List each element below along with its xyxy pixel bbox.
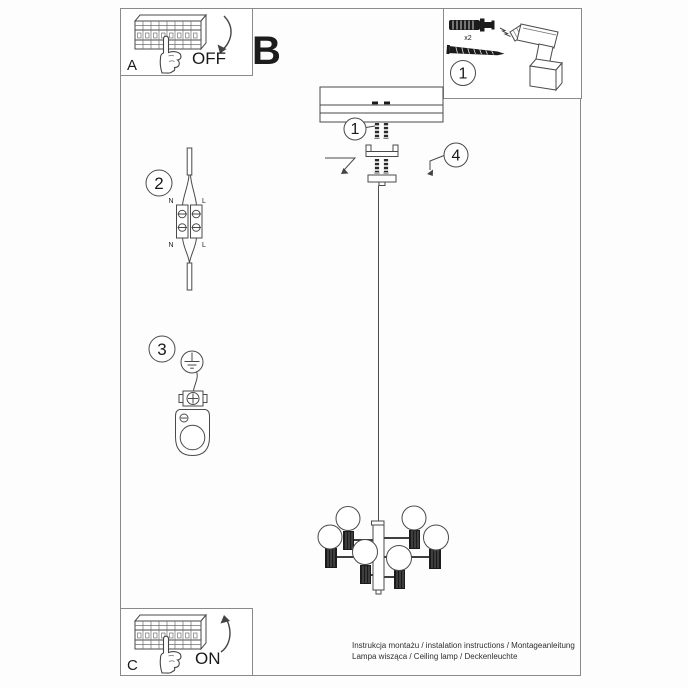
box-c-label: C (127, 657, 138, 674)
step-2-badge (146, 170, 172, 196)
ground-wire (194, 372, 198, 391)
canopy-illustration (368, 175, 396, 186)
label-n-bottom: N (168, 242, 174, 249)
box-a-label: A (127, 57, 138, 74)
on-state-label: ON (195, 649, 221, 668)
screw-icon (446, 45, 504, 58)
breaker-on-box (120, 608, 253, 676)
wire-n-top (183, 175, 190, 205)
breaker-on-illustration (121, 609, 252, 675)
step-4-number: 4 (451, 147, 461, 165)
ceiling-illustration (320, 87, 443, 122)
section-b-label: B (252, 29, 281, 73)
wire-l-top (191, 175, 197, 205)
footer-line-1: Instrukcja montażu / instalation instructions / Montageanleitung (352, 641, 575, 650)
anchor-quantity-label: x2 (464, 35, 472, 42)
label-l-top: L (202, 198, 206, 205)
breaker-off-illustration (121, 9, 252, 75)
breaker-panel-icon (135, 15, 206, 49)
ceiling-screws (375, 123, 389, 138)
label-n-top: N (168, 198, 174, 205)
ground-symbol-icon (181, 351, 203, 373)
wire-n-bottom (183, 238, 190, 263)
arrow-up-icon (221, 615, 231, 652)
off-state-label: OFF (192, 49, 226, 68)
step-2-number: 2 (154, 174, 164, 193)
wiring-diagram (140, 145, 250, 295)
footer-line-2: Lampa wisząca / Ceiling lamp / Deckenleuchte (352, 651, 518, 661)
grounding-diagram (145, 333, 235, 463)
step-1-number: 1 (350, 121, 360, 138)
label-l-bottom: L (202, 242, 206, 249)
mounting-bracket-illustration (366, 145, 398, 173)
breaker-off-box (120, 8, 253, 76)
supply-cable-top (187, 148, 192, 175)
pendant-lamp-illustration (318, 506, 449, 594)
arrow-down-icon (218, 16, 232, 54)
breaker-panel-icon (135, 615, 206, 649)
wire-l-bottom (190, 238, 197, 263)
step-1-number: 1 (458, 65, 468, 83)
lamp-cable-bottom (187, 263, 192, 290)
ground-bracket-illustration (176, 410, 210, 456)
ground-terminal-illustration (179, 391, 207, 406)
footer (352, 641, 578, 662)
wall-anchor-icon (449, 19, 495, 32)
step-3-number: 3 (157, 340, 167, 359)
terminal-block-illustration (177, 205, 203, 238)
step-3-badge (149, 336, 175, 362)
installation-diagram (300, 80, 580, 620)
